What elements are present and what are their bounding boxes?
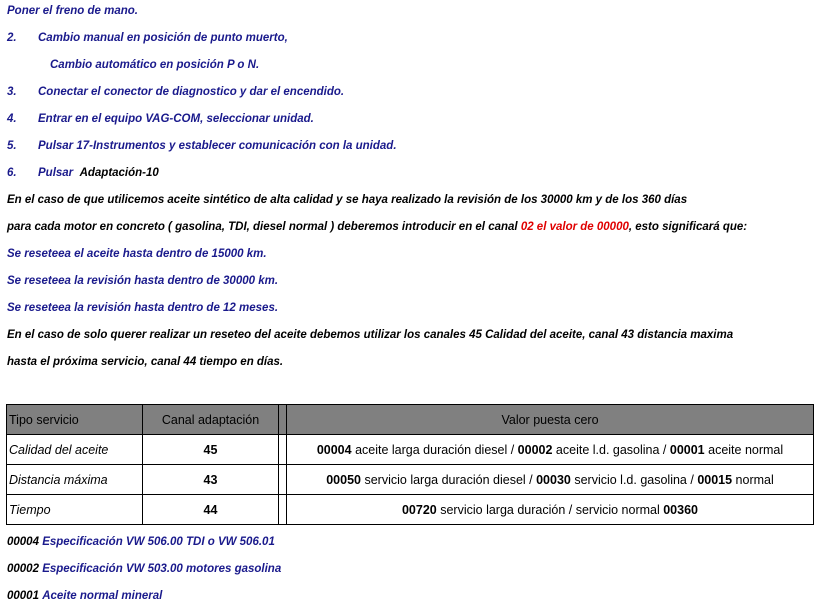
step-4-number: 4.	[7, 113, 17, 125]
step-3	[7, 85, 344, 99]
header-canal-adaptacion: Canal adaptación	[143, 405, 279, 435]
row-valor: 00050 servicio larga duración diesel / 00030 servicio l.d. gasolina / 00015 normal	[287, 465, 814, 495]
spec-00001-text: Aceite normal mineral	[42, 590, 163, 602]
row-spacer	[279, 435, 287, 465]
header-spacer	[279, 405, 287, 435]
explanation-line-2	[7, 220, 747, 234]
header-valor-puesta-cero: Valor puesta cero	[287, 405, 814, 435]
row-canal: 43	[143, 465, 279, 495]
step-6-number: 6.	[7, 167, 17, 179]
step-6-text-a: Pulsar	[38, 167, 74, 179]
step-4-text: Entrar en el equipo VAG-COM, seleccionar unidad.	[38, 113, 314, 125]
step-2-number: 2.	[7, 32, 17, 44]
table-row	[7, 465, 814, 495]
explanation-line-3: En el caso de solo querer realizar un reseteo del aceite debemos utilizar los canales 45 Calidad del aceite, canal 43 distancia maxima	[7, 329, 734, 341]
step-6	[7, 166, 159, 180]
step-5-text: Pulsar 17-Instrumentos y establecer comunicación con la unidad.	[38, 140, 397, 152]
step-5-number: 5.	[7, 140, 17, 152]
table-row	[7, 495, 814, 525]
step-3-text: Conectar el conector de diagnostico y dar el encendido.	[38, 86, 345, 98]
row-tipo: Distancia máxima	[7, 465, 143, 495]
step-2-text: Cambio manual en posición de punto muerto,	[38, 32, 288, 44]
spec-00004-code: 00004	[7, 536, 39, 548]
row-canal: 45	[143, 435, 279, 465]
explanation-line-2-b: , esto significará que:	[628, 221, 748, 233]
explanation-line-1: En el caso de que utilicemos aceite sintético de alta calidad y se haya realizado la revisión de los 30000 km y de los 360 días	[7, 194, 688, 206]
header-tipo-servicio: Tipo servicio	[7, 405, 143, 435]
row-tipo: Calidad del aceite	[7, 435, 143, 465]
explanation-line-4: hasta el próxima servicio, canal 44 tiempo en días.	[7, 356, 284, 368]
channel-02-value-highlight: 02 el valor de 00000	[520, 221, 629, 233]
spec-00001	[7, 589, 162, 603]
reset-oil-line: Se reseteea el aceite hasta dentro de 15000 km.	[7, 248, 267, 260]
row-canal: 44	[143, 495, 279, 525]
step-2	[7, 31, 288, 45]
row-valor: 00004 aceite larga duración diesel / 00002 aceite l.d. gasolina / 00001 aceite normal	[287, 435, 814, 465]
spec-00004	[7, 535, 275, 549]
step-1-text: Poner el freno de mano.	[7, 5, 138, 17]
step-3-number: 3.	[7, 86, 17, 98]
reset-revision-km-line: Se reseteea la revisión hasta dentro de 30000 km.	[7, 275, 279, 287]
row-tipo: Tiempo	[7, 495, 143, 525]
reset-revision-months-line: Se reseteea la revisión hasta dentro de 12 meses.	[7, 302, 279, 314]
step-6-text-b: Adaptación-10	[79, 167, 159, 179]
table-row	[7, 435, 814, 465]
spec-00002-text: Especificación VW 503.00 motores gasolina	[42, 563, 282, 575]
spec-00002-code: 00002	[7, 563, 39, 575]
step-2-continuation: Cambio automático en posición P o N.	[50, 59, 260, 71]
step-4	[7, 112, 314, 126]
service-reset-table	[6, 404, 814, 525]
spec-00001-code: 00001	[7, 590, 39, 602]
row-spacer	[279, 495, 287, 525]
spec-00002	[7, 562, 281, 576]
table-header-row	[7, 405, 814, 435]
row-spacer	[279, 465, 287, 495]
step-5	[7, 139, 397, 153]
spec-00004-text: Especificación VW 506.00 TDI o VW 506.01	[42, 536, 275, 548]
row-valor: 00720 servicio larga duración / servicio normal 00360	[287, 495, 814, 525]
explanation-line-2-a: para cada motor en concreto ( gasolina, TDI, diesel normal ) deberemos introducir en el canal	[7, 221, 521, 233]
